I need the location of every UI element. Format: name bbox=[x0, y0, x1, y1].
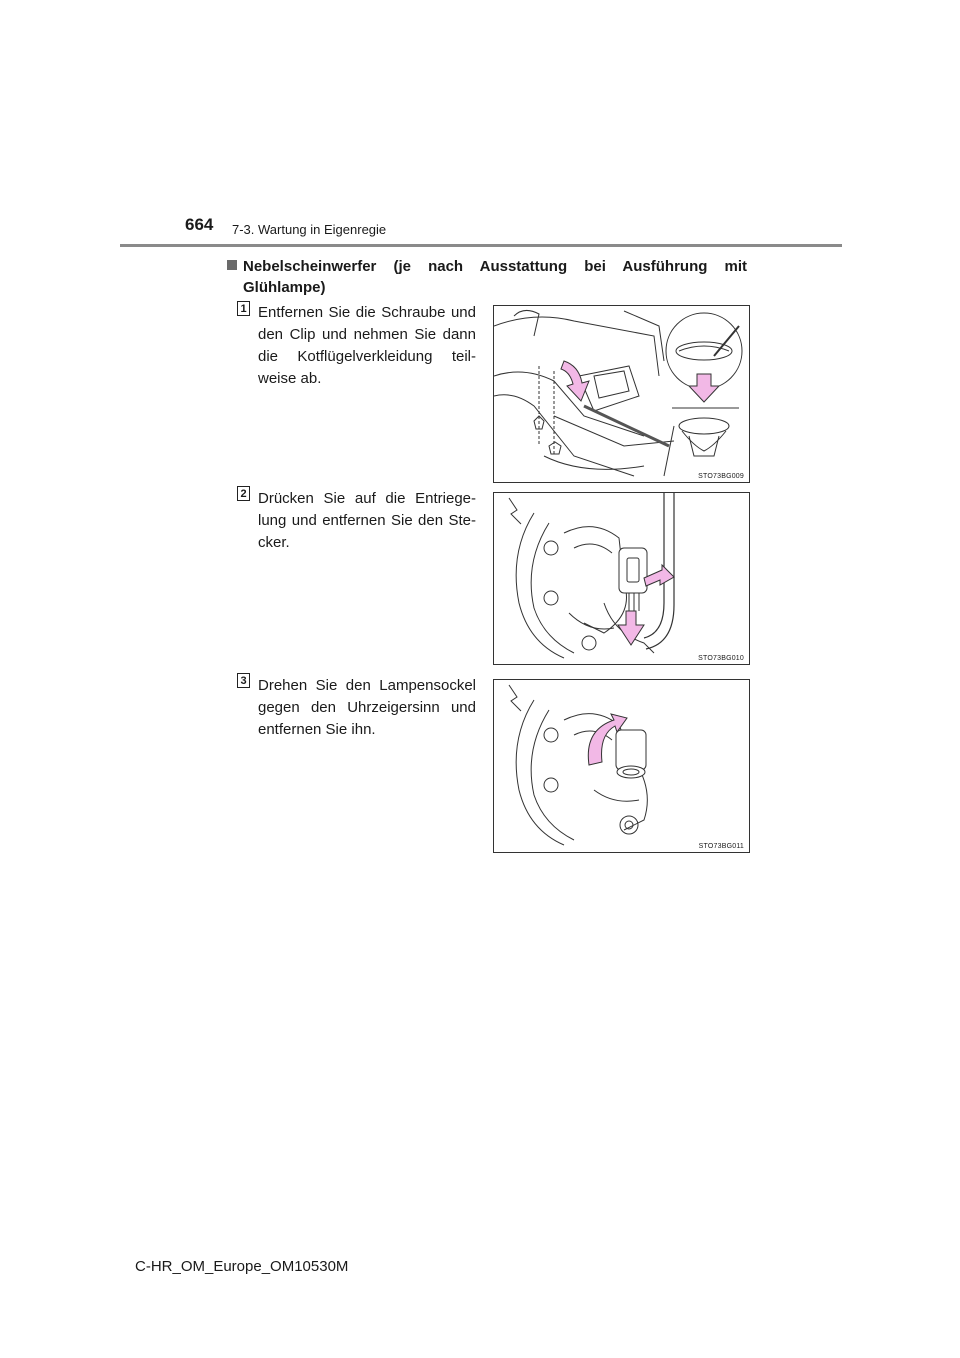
figure-code: STO73BG011 bbox=[698, 843, 744, 850]
step-2-badge: 2 bbox=[237, 486, 250, 501]
step-3-line: entfernen Sie ihn. bbox=[258, 721, 376, 738]
section-title: 7-3. Wartung in Eigenregie bbox=[232, 222, 387, 237]
pink-push-arrow-icon bbox=[644, 565, 674, 586]
step-1-line: den Clip und nehmen Sie dann bbox=[258, 326, 476, 343]
page-number: 664 bbox=[185, 215, 214, 234]
step-1-text bbox=[258, 302, 476, 390]
step-3-badge: 3 bbox=[237, 673, 250, 688]
figure-1 bbox=[493, 305, 750, 483]
step-3-line: gegen den Uhrzeigersinn und bbox=[258, 699, 476, 716]
footer-doc-id: C-HR_OM_Europe_OM10530M bbox=[135, 1258, 349, 1275]
step-1-line: weise ab. bbox=[258, 370, 322, 387]
pink-push-arrow-icon bbox=[561, 361, 589, 401]
step-3-line: Drehen Sie den Lampensockel bbox=[258, 677, 476, 694]
heading-line-2: Glühlampe) bbox=[243, 279, 326, 296]
step-2-line: lung und entfernen Sie den Ste- bbox=[258, 512, 476, 529]
lamp-socket-illustration bbox=[494, 680, 750, 853]
figure-code: STO73BG009 bbox=[698, 473, 744, 480]
step-2-text bbox=[258, 488, 476, 554]
step-2-line: Drücken Sie auf die Entriege- bbox=[258, 490, 476, 507]
connector-illustration bbox=[494, 493, 750, 665]
step-1-line: die Kotflügelverkleidung teil- bbox=[258, 348, 476, 365]
pink-push-arrow-icon bbox=[618, 611, 644, 645]
heading-line-1: Nebelscheinwerfer (je nach Ausstattung bei Ausführung mit bbox=[243, 258, 747, 275]
section-heading bbox=[227, 256, 747, 277]
square-bullet-icon bbox=[227, 260, 237, 270]
figure-2 bbox=[493, 492, 750, 665]
step-1-line: Entfernen Sie die Schraube und bbox=[258, 304, 476, 321]
header-rule bbox=[120, 244, 842, 247]
fender-liner-illustration bbox=[494, 306, 750, 483]
step-3-text bbox=[258, 675, 476, 741]
step-1-badge: 1 bbox=[237, 301, 250, 316]
figure-3 bbox=[493, 679, 750, 853]
figure-code: STO73BG010 bbox=[698, 655, 744, 662]
step-2-line: cker. bbox=[258, 534, 290, 551]
